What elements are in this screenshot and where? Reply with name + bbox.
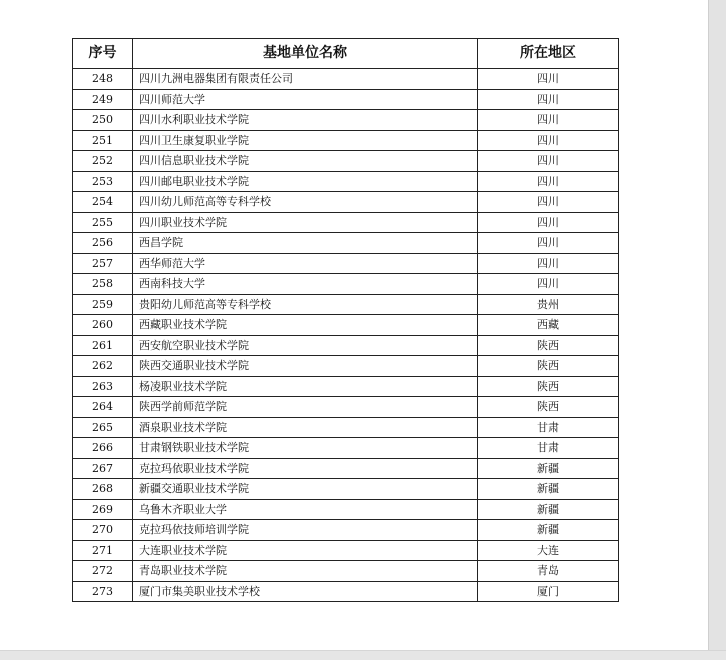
cell-serial-number: 258: [73, 274, 133, 295]
cell-serial-number: 250: [73, 110, 133, 131]
cell-unit-name: 大连职业技术学院: [133, 540, 478, 561]
cell-region: 四川: [478, 253, 619, 274]
cell-region: 新疆: [478, 458, 619, 479]
cell-serial-number: 252: [73, 151, 133, 172]
cell-unit-name: 陕西交通职业技术学院: [133, 356, 478, 377]
cell-region: 四川: [478, 110, 619, 131]
cell-region: 陕西: [478, 397, 619, 418]
cell-region: 四川: [478, 192, 619, 213]
cell-serial-number: 254: [73, 192, 133, 213]
cell-region: 新疆: [478, 479, 619, 500]
cell-unit-name: 四川幼儿师范高等专科学校: [133, 192, 478, 213]
table-row: [73, 89, 619, 110]
cell-unit-name: 四川水利职业技术学院: [133, 110, 478, 131]
cell-unit-name: 四川卫生康复职业学院: [133, 130, 478, 151]
cell-region: 甘肃: [478, 438, 619, 459]
table-row: [73, 479, 619, 500]
cell-region: 厦门: [478, 581, 619, 602]
cell-serial-number: 273: [73, 581, 133, 602]
cell-unit-name: 西藏职业技术学院: [133, 315, 478, 336]
cell-region: 陕西: [478, 356, 619, 377]
table-row: [73, 315, 619, 336]
cell-serial-number: 264: [73, 397, 133, 418]
cell-region: 贵州: [478, 294, 619, 315]
cell-region: 四川: [478, 274, 619, 295]
viewer-bottom-gutter: [0, 650, 726, 660]
table-row: [73, 69, 619, 90]
cell-region: 青岛: [478, 561, 619, 582]
table-row: [73, 294, 619, 315]
cell-unit-name: 乌鲁木齐职业大学: [133, 499, 478, 520]
cell-unit-name: 克拉玛依技师培训学院: [133, 520, 478, 541]
table-row: [73, 356, 619, 377]
base-unit-table: [72, 38, 619, 602]
table-row: [73, 171, 619, 192]
cell-serial-number: 272: [73, 561, 133, 582]
cell-serial-number: 255: [73, 212, 133, 233]
table-row: [73, 458, 619, 479]
cell-serial-number: 266: [73, 438, 133, 459]
table-row: [73, 376, 619, 397]
cell-region: 新疆: [478, 499, 619, 520]
cell-serial-number: 271: [73, 540, 133, 561]
header-unit-name: 基地单位名称: [133, 39, 478, 69]
cell-unit-name: 西安航空职业技术学院: [133, 335, 478, 356]
table-row: [73, 438, 619, 459]
cell-serial-number: 261: [73, 335, 133, 356]
cell-unit-name: 四川师范大学: [133, 89, 478, 110]
table-row: [73, 233, 619, 254]
cell-serial-number: 262: [73, 356, 133, 377]
cell-unit-name: 厦门市集美职业技术学校: [133, 581, 478, 602]
cell-unit-name: 克拉玛依职业技术学院: [133, 458, 478, 479]
cell-unit-name: 西南科技大学: [133, 274, 478, 295]
cell-unit-name: 青岛职业技术学院: [133, 561, 478, 582]
cell-unit-name: 四川信息职业技术学院: [133, 151, 478, 172]
cell-serial-number: 248: [73, 69, 133, 90]
cell-serial-number: 268: [73, 479, 133, 500]
cell-serial-number: 253: [73, 171, 133, 192]
cell-serial-number: 263: [73, 376, 133, 397]
table-row: [73, 130, 619, 151]
cell-unit-name: 西华师范大学: [133, 253, 478, 274]
table-row: [73, 151, 619, 172]
cell-region: 西藏: [478, 315, 619, 336]
cell-serial-number: 267: [73, 458, 133, 479]
cell-region: 大连: [478, 540, 619, 561]
header-serial-number: 序号: [73, 39, 133, 69]
cell-region: 陕西: [478, 376, 619, 397]
cell-unit-name: 贵阳幼儿师范高等专科学校: [133, 294, 478, 315]
cell-unit-name: 四川九洲电器集团有限责任公司: [133, 69, 478, 90]
cell-unit-name: 酒泉职业技术学院: [133, 417, 478, 438]
table-row: [73, 253, 619, 274]
cell-serial-number: 249: [73, 89, 133, 110]
cell-unit-name: 四川邮电职业技术学院: [133, 171, 478, 192]
table-row: [73, 397, 619, 418]
cell-region: 陕西: [478, 335, 619, 356]
cell-serial-number: 251: [73, 130, 133, 151]
cell-unit-name: 陕西学前师范学院: [133, 397, 478, 418]
table-row: [73, 417, 619, 438]
cell-serial-number: 259: [73, 294, 133, 315]
cell-region: 四川: [478, 151, 619, 172]
cell-region: 甘肃: [478, 417, 619, 438]
table-row: [73, 335, 619, 356]
cell-serial-number: 265: [73, 417, 133, 438]
table-row: [73, 212, 619, 233]
cell-unit-name: 杨凌职业技术学院: [133, 376, 478, 397]
cell-region: 四川: [478, 212, 619, 233]
cell-unit-name: 四川职业技术学院: [133, 212, 478, 233]
cell-region: 四川: [478, 69, 619, 90]
table-header-row: [73, 39, 619, 69]
cell-region: 四川: [478, 171, 619, 192]
cell-unit-name: 新疆交通职业技术学院: [133, 479, 478, 500]
table-row: [73, 540, 619, 561]
cell-serial-number: 257: [73, 253, 133, 274]
cell-serial-number: 269: [73, 499, 133, 520]
table-row: [73, 520, 619, 541]
cell-region: 四川: [478, 89, 619, 110]
cell-region: 四川: [478, 130, 619, 151]
cell-serial-number: 256: [73, 233, 133, 254]
table-row: [73, 192, 619, 213]
table-row: [73, 274, 619, 295]
cell-serial-number: 270: [73, 520, 133, 541]
table-row: [73, 110, 619, 131]
table-row: [73, 499, 619, 520]
header-region: 所在地区: [478, 39, 619, 69]
table-row: [73, 581, 619, 602]
cell-region: 四川: [478, 233, 619, 254]
viewer-right-gutter: [708, 0, 726, 660]
table-row: [73, 561, 619, 582]
table-body: [73, 69, 619, 602]
cell-unit-name: 西昌学院: [133, 233, 478, 254]
cell-region: 新疆: [478, 520, 619, 541]
cell-serial-number: 260: [73, 315, 133, 336]
cell-unit-name: 甘肃钢铁职业技术学院: [133, 438, 478, 459]
